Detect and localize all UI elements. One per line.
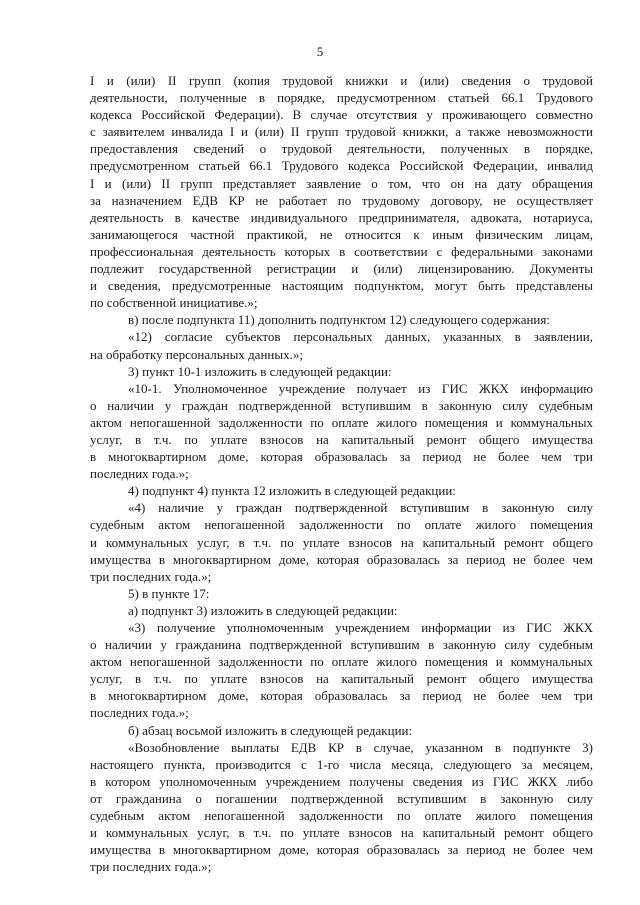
- text-line: «12) согласие субъектов персональных данных, указанных в заявлении,: [128, 329, 593, 345]
- text-line: в) после подпункта 11) дополнить подпунктом 12) следующего содержания:: [128, 312, 550, 328]
- text-line: услуг, в т.ч. по уплате взносов на капитальный ремонт общего имущества: [90, 671, 593, 687]
- text-line: в многоквартирном доме, которая образовалась за период не более чем три: [90, 688, 593, 704]
- text-line: в котором уполномоченным учреждением получены сведения из ГИС ЖКХ либо: [90, 773, 593, 789]
- text-line: на обработку персональных данных.»;: [90, 346, 303, 362]
- text-line: три последних года.»;: [90, 568, 212, 584]
- text-line: судебным актом непогашенной задолженности по оплате жилого помещения: [90, 808, 593, 824]
- document-body: [90, 72, 593, 875]
- text-line: о наличии у граждан подтвержденной вступившим в законную силу судебным: [90, 397, 593, 413]
- text-line: с заявителем инвалида I и (или) II групп трудовой книжки, а также невозможности: [90, 124, 593, 140]
- text-line: кодекса Российской Федерации). В случае отсутствия у проживающего совместно: [90, 107, 593, 123]
- text-line: в многоквартирном доме, которая образовалась за период не более чем три: [90, 449, 593, 465]
- text-line: предоставления сведений о трудовой деятельности, полученных в порядке,: [90, 141, 593, 157]
- text-line: I и (или) II групп представляет заявление о том, что он на дату обращения: [90, 175, 593, 191]
- page-number: 5: [316, 44, 324, 59]
- text-line: актом непогашенной задолженности по оплате жилого помещения и коммунальных: [90, 654, 593, 670]
- text-line: услуг, в т.ч. по уплате взносов на капитальный ремонт общего имущества: [90, 431, 593, 447]
- text-line: профессиональная деятельность которых в соответствии с федеральными законами: [90, 243, 593, 259]
- text-line: деятельности, полученные в порядке, предусмотренном статьей 66.1 Трудового: [90, 90, 593, 106]
- text-line: деятельность в качестве индивидуального предпринимателя, адвоката, нотариуса,: [90, 209, 593, 225]
- text-line: «4) наличие у граждан подтвержденной вступившим в законную силу: [128, 500, 593, 516]
- text-line: а) подпункт 3) изложить в следующей редакции:: [128, 602, 398, 618]
- text-line: 4) подпункт 4) пункта 12 изложить в следующей редакции:: [128, 483, 456, 499]
- text-line: о наличии у гражданина подтвержденной вступившим в законную силу судебным: [90, 637, 593, 653]
- text-line: и сведения, предусмотренные настоящим подпунктом, могут быть представлены: [90, 278, 593, 294]
- text-line: занимающегося частной практикой, не относится к иным физическим лицам,: [90, 226, 593, 242]
- text-line: имущества в многоквартирном доме, которая образовалась за период не более чем: [90, 842, 593, 858]
- text-line: «10-1. Уполномоченное учреждение получает из ГИС ЖКХ информацию: [128, 380, 593, 396]
- text-line: настоящего пункта, производится с 1-го числа месяца, следующего за месяцем,: [90, 756, 593, 772]
- text-line: последних года.»;: [90, 466, 189, 482]
- text-line: за назначением ЕДВ КР не работает по трудовому договору, не осуществляет: [90, 192, 593, 208]
- text-line: «3) получение уполномоченным учреждением информации из ГИС ЖКХ: [128, 620, 593, 635]
- text-line: по собственной инициативе.»;: [90, 295, 258, 311]
- text-line: судебным актом непогашенной задолженности по оплате жилого помещения: [90, 517, 593, 533]
- text-line: предусмотренном статьей 66.1 Трудового кодекса Российской Федерации, инвалид: [90, 158, 593, 174]
- text-line: последних года.»;: [90, 705, 189, 721]
- text-line: «Возобновление выплаты ЕДВ КР в случае, указанном в подпункте 3): [128, 739, 593, 755]
- text-line: и коммунальных услуг, в т.ч. по уплате взносов на капитальный ремонт общего: [90, 534, 593, 550]
- text-line: б) абзац восьмой изложить в следующей редакции:: [128, 722, 413, 738]
- text-line: 5) в пункте 17:: [128, 585, 210, 601]
- text-line: актом непогашенной задолженности по оплате жилого помещения и коммунальных: [90, 414, 593, 430]
- text-line: и коммунальных услуг, в т.ч. по уплате взносов на капитальный ремонт общего: [90, 825, 593, 841]
- text-line: подлежит государственной регистрации и (или) лицензированию. Документы: [90, 261, 593, 277]
- text-line: I и (или) II групп (копия трудовой книжки и (или) сведения о трудовой: [90, 73, 593, 88]
- text-line: имущества в многоквартирном доме, которая образовалась за период не более чем: [90, 551, 593, 567]
- text-line: от гражданина о погашении подтвержденной вступившим в законную силу: [90, 790, 593, 806]
- text-line: 3) пункт 10-1 изложить в следующей редакции:: [128, 363, 392, 379]
- text-line: три последних года.»;: [90, 859, 212, 875]
